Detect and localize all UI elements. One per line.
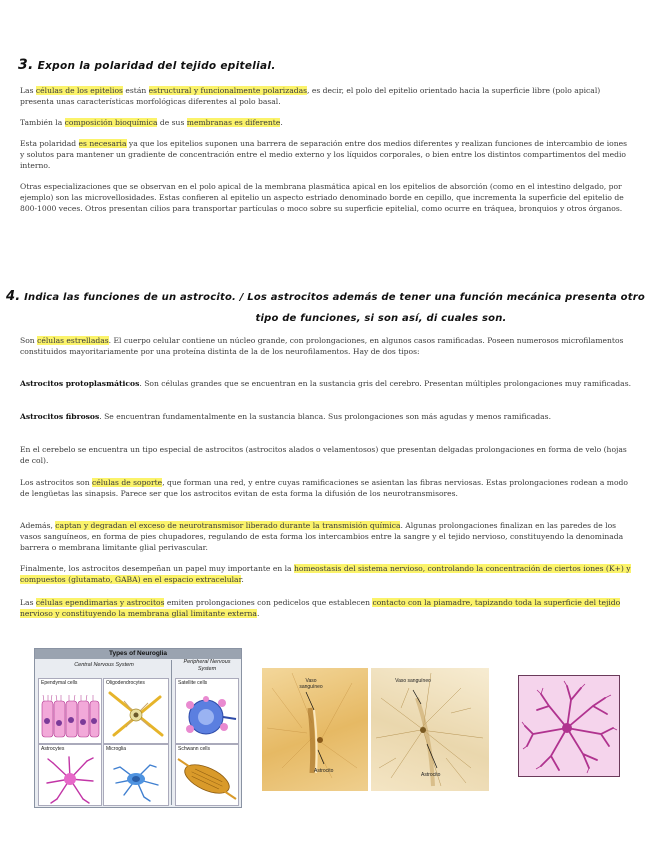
pns-header: Peripheral Nervous System [183,659,231,672]
text: . [256,609,260,619]
microglia-panel [103,744,169,806]
microglia-illustration [104,745,168,805]
micrograph-2 [371,668,489,791]
text: emiten prolongaciones con pedicelos que establecen [164,598,373,607]
astrocyte-label: Astrocytes [41,746,65,752]
highlight: células estrelladas [37,336,109,345]
highlight: homeostasis del sistema nervioso, controlando la concentración de ciertos iones (K+) y compuestos (glutamato, GABA) en el espacio extracelular [20,564,631,585]
highlight: células ependimarias y astrocitos [35,598,165,607]
ependymal-label: Ependymal cells [41,680,78,686]
neuroglia-title: Types of Neuroglia [35,649,241,659]
highlight: contacto con la piamadre, tapizando toda la superficie del tejido nervioso y constituyendo la membrana glial limitante externa [20,598,621,619]
cns-header: Central Nervous System [74,662,134,668]
micrograph-1 [262,668,368,791]
ependymal-panel [38,678,102,744]
text: . Se encuentran fundamentalmente en la sustancia blanca. Sus prolongaciones son más agudas y menos ramificadas. [99,412,551,421]
section3-paragraph-4: Otras especializaciones que se observan en el polo apical de la membrana plasmática apical en los epitelios de absorción (como en el intestino delgado, por ejemplo) son las microvellosidades. Estas confieren al epitelio un aspecto estriado denominado borde en cepillo, que incrementa la superficie del epitelio de 800-1000 veces. Otros presentan cilios para transportar partículas o moco sobre su superficie epitelial, como ocurre en tráquea, bronquios y otros órganos. [20,182,624,214]
text: . Son células grandes que se encuentran en la sustancia gris del cerebro. Presentan múltiples prolongaciones muy ramificadas. [139,379,632,388]
text: , que forman una red, y entre cuyas ramificaciones se asientan las fibras nerviosas. Estas prolongaciones rodean a modo de lengüetas las sinapsis. Parece ser que los astrocitos evitan de esta forma la difusión de los neurotransmisores. [20,478,628,499]
section4-paragraph-7 [20,563,632,585]
text: Además, [20,521,56,530]
section4-heading [6,286,646,329]
section4-title-line2: tipo de funciones, si son así, di cuales son. [255,313,507,324]
highlight: es necesaria [78,139,127,148]
section3-heading [18,57,276,73]
text: . El cuerpo celular contiene un núcleo grande, con prolongaciones, en algunos casos ramificadas. Poseen numerosos microfilamentos constituidos mayoritariamente por una proteína distinta de la de los neurofilamentos. Hay de dos tipos: [20,336,624,357]
section4-paragraph-6 [20,520,632,554]
neuroglia-figure [34,648,242,808]
micrograph-2-label-astrocyte: Astrocito [421,772,441,778]
text: Son [20,336,38,345]
section3-number: 3. [18,57,34,73]
section3-paragraph-2 [20,117,632,128]
text: . [241,575,244,585]
term: Astrocitos fibrosos [20,412,100,421]
text: Los astrocitos son [20,478,92,487]
highlight: composición bioquímica [64,118,158,127]
astrocyte-panel [38,744,102,806]
oligodendrocyte-label: Oligodendrocytes [106,680,145,686]
oligodendrocyte-panel [103,678,169,744]
ependymal-cells-illustration [39,679,101,743]
text: están [122,86,149,95]
text: Las [20,598,36,607]
satellite-panel [175,678,239,744]
text: Las [20,86,36,95]
astrocyte-drawing-image [519,676,619,776]
section4-paragraph-5 [20,477,632,499]
section4-number: 4. [6,289,21,304]
section4-paragraph-4: En el cerebelo se encuentra un tipo especial de astrocitos (astrocitos alados o velamentosos) que presentan delgadas prolongaciones en forma de velo (hojas de col). [20,445,627,466]
micrograph-2-label-vessel: Vaso sanguíneo [395,678,431,684]
astrocyte-drawing [518,675,620,777]
section4-paragraph-3 [20,411,632,422]
schwann-panel [175,744,239,806]
section4-paragraph-8 [20,597,632,619]
satellite-label: Satellite cells [178,680,208,686]
microglia-label: Microglia [106,746,127,752]
text: Esta polaridad [20,139,79,148]
highlight: captan y degradan el exceso de neurotransmisor liberado durante la transmisión química [55,521,401,530]
astrocyte-illustration [39,745,101,805]
schwann-label: Schwann cells [178,746,210,752]
text: . [280,118,283,127]
text: ya que los epitelios suponen una barrera de separación entre dos medios diferentes y realizan funciones de intercambio de iones y solutos para mantener un gradiente de concentración entre el medio externo y los líquidos corporales, o bien entre los distintos compartimentos del medio interno. [20,139,628,171]
satellite-cells-illustration [176,679,238,743]
text: , es decir, el polo del epitelio orientado hacia la superficie libre (polo apical) presenta unas características morfológicas diferentes al polo basal. [20,86,601,107]
highlight: estructural y funcionalmente polarizadas [148,86,308,95]
highlight: células de soporte [92,478,163,487]
term: Astrocitos protoplasmáticos [20,379,140,388]
section3-paragraph-1 [20,85,632,107]
schwann-cell-illustration [176,745,238,805]
micrograph-1-label-vessel: Vaso sanguíneo [299,678,323,690]
oligodendrocyte-illustration [104,679,168,743]
section4-title-line1: Indica las funciones de un astrocito. / Los astrocitos además de tener una función mecánica presenta otro [24,292,645,303]
text: Finalmente, los astrocitos desempeñan un papel muy importante en la [20,564,294,573]
text: de sus [157,118,187,127]
micrograph-1-label-astrocyte: Astrocito [314,768,334,774]
divider [171,660,172,805]
section4-paragraph-2 [20,378,632,389]
section3-paragraph-3 [20,138,632,172]
highlight: células de los epitelios [35,86,123,95]
text: . Algunas prolongaciones finalizan en las paredes de los vasos sanguíneos, en forma de pies chupadores, regulando de esta forma los intercambios entre la sangre y el tejido nervioso, constituyendo la denominada barrera o membrana limitante glial perivascular. [20,521,624,553]
highlight: membranas es diferente [186,118,281,127]
section3-title: Expon la polaridad del tejido epitelial. [37,60,276,72]
section4-paragraph-1 [20,335,632,357]
text: También la [20,118,65,127]
